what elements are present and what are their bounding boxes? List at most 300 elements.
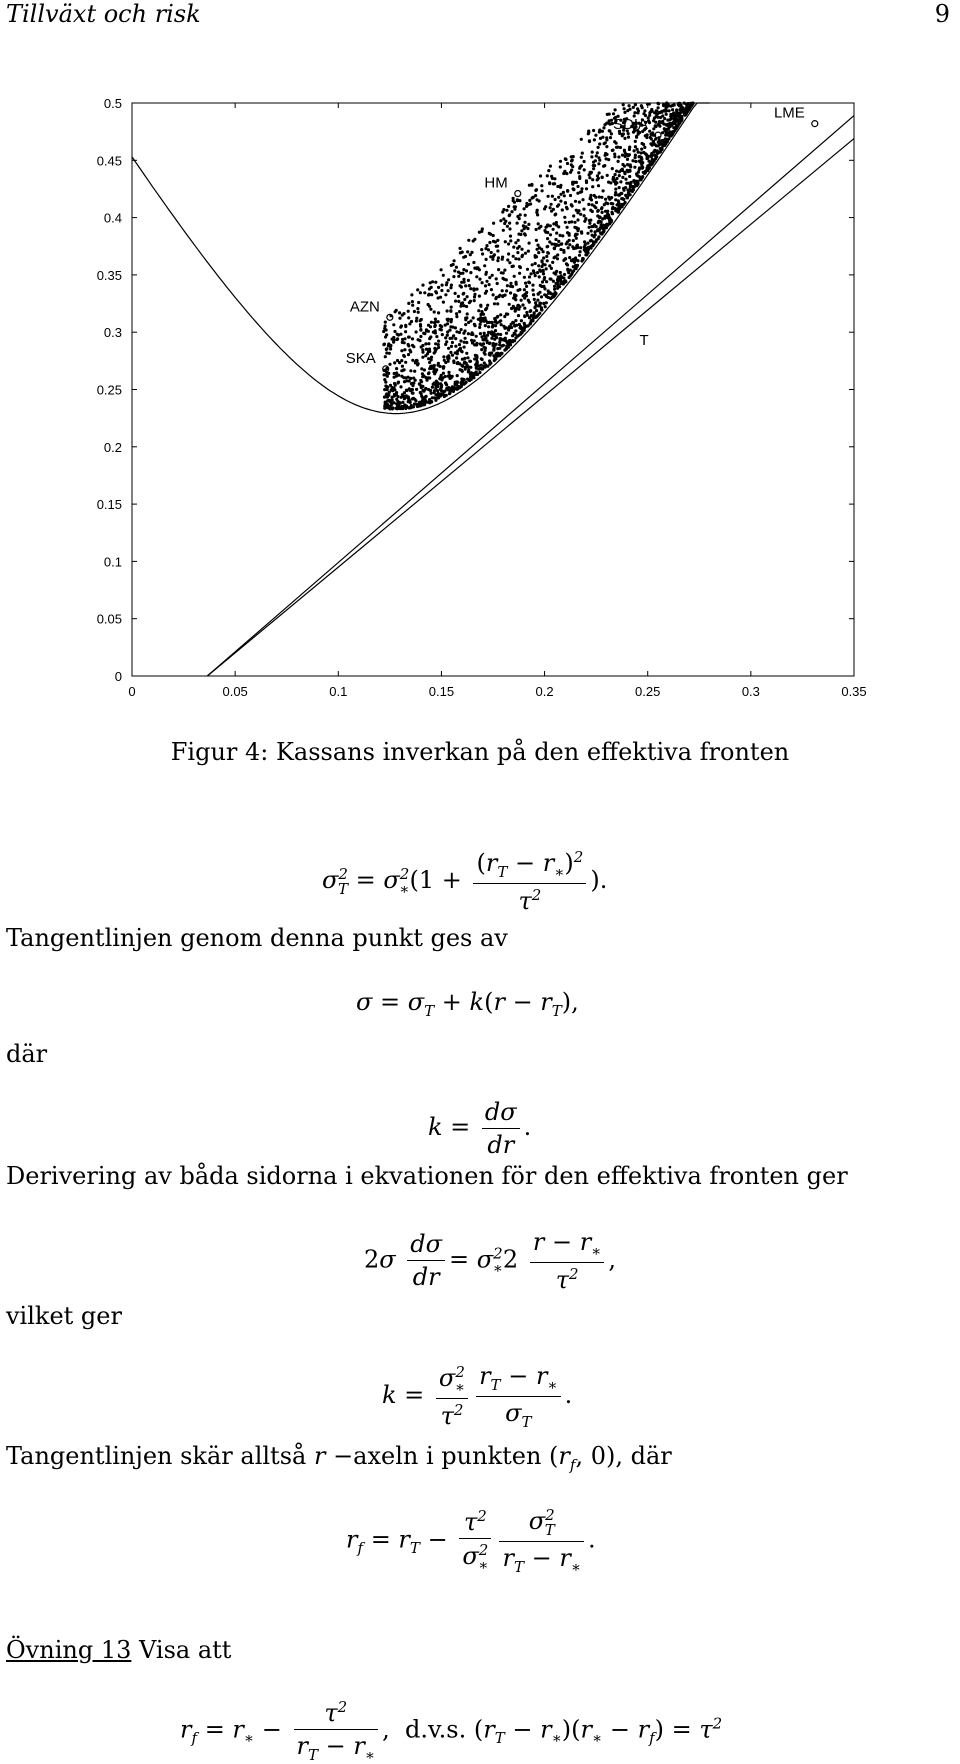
- portfolio-dot: [517, 314, 520, 317]
- portfolio-dot: [523, 207, 526, 210]
- portfolio-dot: [434, 290, 437, 293]
- portfolio-dot: [469, 360, 472, 363]
- portfolio-dot: [605, 145, 608, 148]
- portfolio-dot: [526, 314, 529, 317]
- portfolio-dot: [664, 107, 667, 110]
- exercise-title: Övning 13: [6, 1636, 132, 1664]
- portfolio-dot: [394, 310, 397, 313]
- portfolio-dot: [596, 174, 599, 177]
- portfolio-dot: [626, 158, 629, 161]
- portfolio-dot: [398, 317, 401, 320]
- portfolio-dot: [579, 250, 582, 253]
- portfolio-dot: [415, 319, 418, 322]
- portfolio-dot: [650, 108, 653, 111]
- portfolio-dot: [527, 223, 530, 226]
- portfolio-dot: [546, 259, 549, 262]
- portfolio-dot: [473, 372, 476, 375]
- portfolio-dot: [455, 266, 458, 269]
- portfolio-dot: [576, 192, 579, 195]
- portfolio-dot: [534, 301, 537, 304]
- portfolio-dot: [588, 219, 591, 222]
- portfolio-dot: [611, 167, 614, 170]
- exercise-text: Visa att: [139, 1636, 232, 1664]
- portfolio-dot: [575, 258, 578, 261]
- portfolio-dot: [584, 243, 587, 246]
- portfolio-dot: [486, 334, 489, 337]
- portfolio-dot: [475, 356, 478, 359]
- portfolio-dot: [399, 326, 402, 329]
- portfolio-dot: [509, 282, 512, 285]
- portfolio-dot: [542, 263, 545, 266]
- portfolio-dot: [529, 322, 532, 325]
- text-intercept: Tangentlinjen skär alltså r −axeln i punkten ($r_f$, 0), där: [6, 1442, 672, 1474]
- portfolio-dot: [485, 258, 488, 261]
- portfolio-dot: [625, 182, 628, 185]
- portfolio-dot: [450, 387, 453, 390]
- portfolio-dot: [392, 339, 395, 342]
- portfolio-dot: [421, 348, 424, 351]
- portfolio-dot: [626, 109, 629, 112]
- portfolio-dot: [634, 160, 637, 163]
- portfolio-dot: [447, 388, 450, 391]
- portfolio-dot: [434, 318, 437, 321]
- portfolio-dot: [477, 309, 480, 312]
- portfolio-dot: [459, 347, 462, 350]
- portfolio-dot: [659, 150, 662, 153]
- y-tick-label: 0.3: [103, 325, 122, 341]
- portfolio-dot: [502, 217, 505, 220]
- portfolio-dot: [604, 154, 607, 157]
- portfolio-dot: [538, 227, 541, 230]
- portfolio-dot: [406, 389, 409, 392]
- portfolio-dot: [469, 376, 472, 379]
- portfolio-dot: [456, 352, 459, 355]
- portfolio-dot: [618, 186, 621, 189]
- portfolio-dot: [496, 333, 499, 336]
- portfolio-dot: [595, 154, 598, 157]
- y-tick-label: 0.1: [103, 554, 122, 570]
- portfolio-dot: [649, 136, 652, 139]
- portfolio-dot: [581, 152, 584, 155]
- portfolio-dot: [572, 188, 575, 191]
- portfolio-dot: [460, 328, 463, 331]
- efficient-frontier-chart: [0, 60, 960, 720]
- equation-k-result: k = $\frac{\sigma^2_∗}{\tau^2}$ $\frac{r_T - r_∗}{\sigma_T}$ .: [382, 1362, 573, 1431]
- portfolio-dot: [466, 250, 469, 253]
- portfolio-dot: [659, 116, 662, 119]
- portfolio-dot: [628, 148, 631, 151]
- portfolio-dot: [459, 272, 462, 275]
- portfolio-dot: [663, 139, 666, 142]
- portfolio-dot: [663, 143, 666, 146]
- portfolio-dot: [562, 251, 565, 254]
- portfolio-dot: [561, 276, 564, 279]
- portfolio-dot: [459, 247, 462, 250]
- portfolio-dot: [462, 304, 465, 307]
- portfolio-dot: [473, 267, 476, 270]
- portfolio-dot: [396, 359, 399, 362]
- portfolio-dot: [626, 163, 629, 166]
- portfolio-dot: [460, 281, 463, 284]
- portfolio-dot: [463, 360, 466, 363]
- portfolio-dot: [577, 209, 580, 212]
- portfolio-dot: [572, 155, 575, 158]
- portfolio-dot: [382, 343, 385, 346]
- portfolio-dot: [490, 351, 493, 354]
- portfolio-dot: [618, 174, 621, 177]
- portfolio-dot: [397, 374, 400, 377]
- portfolio-dot: [525, 311, 528, 314]
- portfolio-dot: [570, 203, 573, 206]
- portfolio-dot: [494, 357, 497, 360]
- portfolio-dot: [607, 158, 610, 161]
- portfolio-dot: [489, 255, 492, 258]
- portfolio-dot: [665, 128, 668, 131]
- portfolio-dot: [480, 248, 483, 251]
- portfolio-dot: [591, 185, 594, 188]
- portfolio-dot: [413, 370, 416, 373]
- portfolio-dot: [523, 327, 526, 330]
- portfolio-dot: [536, 244, 539, 247]
- portfolio-dot: [461, 365, 464, 368]
- portfolio-dot: [618, 207, 621, 210]
- portfolio-dot: [492, 222, 495, 225]
- portfolio-dot: [392, 323, 395, 326]
- portfolio-dot: [540, 184, 543, 187]
- portfolio-dot: [501, 258, 504, 261]
- portfolio-dot: [623, 111, 626, 114]
- portfolio-dot: [438, 365, 441, 368]
- portfolio-dot: [636, 181, 639, 184]
- portfolio-dot: [507, 242, 510, 245]
- portfolio-dot: [480, 364, 483, 367]
- portfolio-dot: [394, 384, 397, 387]
- portfolio-dot: [624, 155, 627, 158]
- portfolio-dot: [597, 156, 600, 159]
- portfolio-dot: [663, 117, 666, 120]
- portfolio-dot: [656, 112, 659, 115]
- portfolio-dot: [417, 311, 420, 314]
- portfolio-dot: [592, 225, 595, 228]
- portfolio-dot: [473, 299, 476, 302]
- portfolio-dot: [602, 126, 605, 129]
- portfolio-dot: [666, 119, 669, 122]
- portfolio-dot: [520, 299, 523, 302]
- portfolio-dot: [492, 240, 495, 243]
- portfolio-dot: [517, 304, 520, 307]
- portfolio-dot: [563, 216, 566, 219]
- portfolio-dot: [466, 356, 469, 359]
- x-tick-label: 0.15: [428, 684, 455, 699]
- portfolio-dot: [407, 395, 410, 398]
- portfolio-dot: [618, 194, 621, 197]
- portfolio-dot: [576, 233, 579, 236]
- portfolio-dot: [404, 325, 407, 328]
- portfolio-dot: [497, 268, 500, 271]
- portfolio-dot: [609, 221, 612, 224]
- portfolio-dot: [440, 268, 443, 271]
- portfolio-dot: [475, 366, 478, 369]
- portfolio-dot: [542, 272, 545, 275]
- portfolio-dot: [540, 248, 543, 251]
- y-tick-label: 0.5: [103, 96, 122, 111]
- portfolio-dot: [457, 300, 460, 303]
- portfolio-dot: [409, 377, 412, 380]
- portfolio-dot: [669, 105, 672, 108]
- portfolio-dot: [544, 305, 547, 308]
- portfolio-dot: [410, 293, 413, 296]
- portfolio-dot: [447, 289, 450, 292]
- portfolio-dot: [512, 246, 515, 249]
- portfolio-dot: [423, 332, 426, 335]
- portfolio-dot: [615, 146, 618, 149]
- portfolio-dot: [601, 130, 604, 133]
- portfolio-dot: [586, 248, 589, 251]
- portfolio-dot: [578, 167, 581, 170]
- portfolio-dot: [512, 265, 515, 268]
- portfolio-dot: [638, 160, 641, 163]
- portfolio-dot: [454, 300, 457, 303]
- portfolio-dot: [598, 195, 601, 198]
- portfolio-dot: [545, 280, 548, 283]
- portfolio-dot: [450, 284, 453, 287]
- portfolio-dot: [383, 378, 386, 381]
- portfolio-dot: [548, 264, 551, 267]
- portfolio-dot: [451, 375, 454, 378]
- portfolio-dot: [645, 168, 648, 171]
- portfolio-dot: [457, 275, 460, 278]
- portfolio-dot: [415, 388, 418, 391]
- portfolio-dot: [587, 203, 590, 206]
- portfolio-dot: [615, 177, 618, 180]
- y-tick-label: 0.15: [96, 497, 122, 513]
- portfolio-dot: [654, 125, 657, 128]
- portfolio-dot: [634, 140, 637, 143]
- portfolio-dot: [485, 290, 488, 293]
- portfolio-dot: [419, 325, 422, 328]
- portfolio-dot: [547, 252, 550, 255]
- portfolio-dot: [590, 229, 593, 232]
- portfolio-dot: [481, 252, 484, 255]
- portfolio-dot: [442, 301, 445, 304]
- portfolio-dot: [449, 351, 452, 354]
- portfolio-dot: [576, 185, 579, 188]
- portfolio-dot: [400, 359, 403, 362]
- portfolio-dot: [478, 278, 481, 281]
- portfolio-dot: [419, 384, 422, 387]
- portfolio-dot: [545, 267, 548, 270]
- portfolio-dot: [536, 314, 539, 317]
- portfolio-dot: [437, 311, 440, 314]
- portfolio-dot: [535, 239, 538, 242]
- portfolio-dot: [506, 313, 509, 316]
- portfolio-dot: [503, 278, 506, 281]
- portfolio-dot: [512, 297, 515, 300]
- portfolio-dot: [440, 289, 443, 292]
- portfolio-dot: [513, 201, 516, 204]
- portfolio-dot: [536, 271, 539, 274]
- portfolio-dot: [677, 123, 680, 126]
- figure-caption: Figur 4: Kassans inverkan på den effektiva fronten: [170, 738, 790, 766]
- portfolio-dot: [601, 211, 604, 214]
- portfolio-dot: [624, 178, 627, 181]
- portfolio-dot: [604, 141, 607, 144]
- portfolio-dot: [403, 337, 406, 340]
- portfolio-dot: [505, 289, 508, 292]
- portfolio-dot: [614, 108, 617, 111]
- portfolio-dot: [523, 288, 526, 291]
- portfolio-dot: [580, 156, 583, 159]
- portfolio-dot: [455, 356, 458, 359]
- portfolio-dot: [521, 254, 524, 257]
- x-tick-label: 0.05: [222, 684, 248, 699]
- portfolio-dot: [631, 159, 634, 162]
- portfolio-dot: [535, 309, 538, 312]
- portfolio-dot: [501, 344, 504, 347]
- portfolio-dot: [480, 348, 483, 351]
- portfolio-dot: [542, 285, 545, 288]
- portfolio-dot: [416, 288, 419, 291]
- portfolio-dot: [568, 256, 571, 259]
- portfolio-dot: [442, 367, 445, 370]
- portfolio-dot: [642, 151, 645, 154]
- portfolio-dot: [553, 182, 556, 185]
- portfolio-dot: [496, 347, 499, 350]
- portfolio-dot: [606, 174, 609, 177]
- portfolio-dot: [450, 306, 453, 309]
- portfolio-dot: [427, 348, 430, 351]
- portfolio-dot: [538, 275, 541, 278]
- portfolio-dot: [464, 337, 467, 340]
- portfolio-dot: [648, 130, 651, 133]
- portfolio-dot: [671, 108, 674, 111]
- portfolio-dot: [684, 111, 687, 114]
- portfolio-dot: [561, 234, 564, 237]
- portfolio-dot: [591, 203, 594, 206]
- portfolio-dot: [430, 356, 433, 359]
- portfolio-dot: [391, 399, 394, 402]
- portfolio-dot: [630, 181, 633, 184]
- portfolio-dot: [554, 255, 557, 258]
- portfolio-dot: [427, 324, 430, 327]
- portfolio-dot: [445, 283, 448, 286]
- portfolio-dot: [488, 321, 491, 324]
- portfolio-dot: [421, 397, 424, 400]
- portfolio-dot: [396, 381, 399, 384]
- portfolio-dot: [551, 261, 554, 264]
- portfolio-dot: [401, 401, 404, 404]
- portfolio-dot: [648, 121, 651, 124]
- portfolio-dot: [623, 137, 626, 140]
- portfolio-dot: [546, 245, 549, 248]
- portfolio-dot: [469, 366, 472, 369]
- portfolio-dot: [579, 213, 582, 216]
- portfolio-dot: [487, 331, 490, 334]
- portfolio-dot: [454, 383, 457, 386]
- portfolio-dot: [549, 233, 552, 236]
- portfolio-dot: [508, 303, 511, 306]
- portfolio-dot: [564, 202, 567, 205]
- portfolio-dot: [473, 323, 476, 326]
- portfolio-dot: [522, 224, 525, 227]
- portfolio-dot: [427, 342, 430, 345]
- portfolio-dot: [430, 400, 433, 403]
- portfolio-dot: [420, 367, 423, 370]
- portfolio-dot: [435, 348, 438, 351]
- portfolio-dot: [513, 339, 516, 342]
- portfolio-dot: [472, 239, 475, 242]
- portfolio-dot: [612, 180, 615, 183]
- portfolio-dot: [457, 295, 460, 298]
- portfolio-dot: [465, 352, 468, 355]
- portfolio-dot: [598, 130, 601, 133]
- portfolio-dot: [385, 351, 388, 354]
- portfolio-dot: [389, 347, 392, 350]
- portfolio-dot: [569, 171, 572, 174]
- portfolio-dot: [619, 180, 622, 183]
- portfolio-dot: [655, 144, 658, 147]
- portfolio-dot: [444, 293, 447, 296]
- portfolio-dot: [487, 325, 490, 328]
- portfolio-dot: [421, 356, 424, 359]
- portfolio-dot: [583, 168, 586, 171]
- portfolio-dot: [664, 104, 667, 107]
- portfolio-dot: [604, 210, 607, 213]
- portfolio-dot: [430, 358, 433, 361]
- portfolio-dot: [640, 104, 643, 107]
- portfolio-dot: [591, 244, 594, 247]
- portfolio-dot: [467, 239, 470, 242]
- portfolio-dot: [501, 289, 504, 292]
- portfolio-dot: [502, 229, 505, 232]
- portfolio-dot: [635, 184, 638, 187]
- portfolio-dot: [423, 291, 426, 294]
- portfolio-dot: [502, 271, 505, 274]
- portfolio-dot: [542, 256, 545, 259]
- portfolio-dot: [445, 340, 448, 343]
- portfolio-dot: [475, 288, 478, 291]
- portfolio-dot: [396, 333, 399, 336]
- portfolio-dot: [528, 281, 531, 284]
- portfolio-dot: [467, 332, 470, 335]
- portfolio-dot: [407, 343, 410, 346]
- portfolio-dot: [392, 386, 395, 389]
- portfolio-dot: [588, 226, 591, 229]
- portfolio-dot: [449, 309, 452, 312]
- portfolio-dot: [545, 255, 548, 258]
- portfolio-dot: [434, 370, 437, 373]
- portfolio-dot: [421, 372, 424, 375]
- portfolio-dot: [428, 367, 431, 370]
- portfolio-dot: [592, 129, 595, 132]
- portfolio-dot: [582, 208, 585, 211]
- portfolio-dot: [578, 175, 581, 178]
- portfolio-dot: [459, 339, 462, 342]
- portfolio-dot: [508, 227, 511, 230]
- x-tick-label: 0.2: [535, 684, 554, 699]
- portfolio-dot: [604, 198, 607, 201]
- portfolio-dot: [583, 240, 586, 243]
- portfolio-dot: [643, 172, 646, 175]
- portfolio-dot: [549, 278, 552, 281]
- portfolio-dot: [524, 282, 527, 285]
- portfolio-dot: [446, 357, 449, 360]
- portfolio-dot: [443, 395, 446, 398]
- portfolio-dot: [493, 302, 496, 305]
- portfolio-dot: [492, 349, 495, 352]
- portfolio-dot: [483, 264, 486, 267]
- portfolio-dot: [624, 194, 627, 197]
